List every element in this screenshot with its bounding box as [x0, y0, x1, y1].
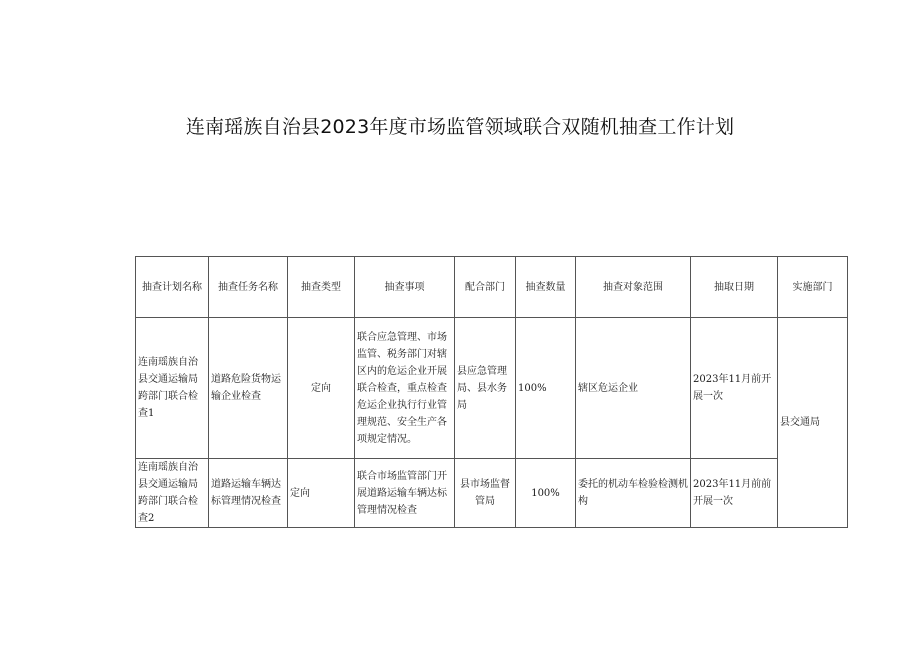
cell-partners: 县应急管理局、县水务局 [455, 318, 516, 459]
header-date: 抽取日期 [691, 257, 778, 318]
cell-quantity: 100% [516, 318, 576, 459]
header-partners: 配合部门 [455, 257, 516, 318]
cell-plan-name: 连南瑶族自治县交通运输局跨部门联合检查1 [136, 318, 209, 459]
cell-date: 2023年11月前开展一次 [691, 318, 778, 459]
table-row [136, 459, 848, 528]
document-title: 连南瑶族自治县2023年度市场监管领域联合双随机抽查工作计划 [185, 116, 735, 138]
inspection-plan-table [135, 256, 848, 528]
cell-partners: 县市场监督管局 [455, 459, 516, 528]
header-items: 抽查事项 [355, 257, 455, 318]
header-task-name: 抽查任务名称 [209, 257, 288, 318]
header-type: 抽查类型 [288, 257, 355, 318]
header-plan-name: 抽查计划名称 [136, 257, 209, 318]
cell-task-name: 道路危险货物运输企业检查 [209, 318, 288, 459]
cell-type: 定向 [288, 318, 355, 459]
cell-type: 定向 [288, 459, 355, 528]
cell-implementer: 县交通局 [778, 318, 848, 528]
header-quantity: 抽查数量 [516, 257, 576, 318]
cell-task-name: 道路运输车辆达标管理情况检查 [209, 459, 288, 528]
cell-scope: 辖区危运企业 [576, 318, 691, 459]
cell-scope: 委托的机动车检验检测机构 [576, 459, 691, 528]
cell-plan-name: 连南瑶族自治县交通运输局跨部门联合检查2 [136, 459, 209, 528]
header-scope: 抽查对象范围 [576, 257, 691, 318]
table-header-row [136, 257, 848, 318]
table-row [136, 318, 848, 459]
cell-items: 联合应急管理、市场监管、税务部门对辖区内的危运企业开展联合检查，重点检查危运企业执行行业管理规范、安全生产各项规定情况。 [355, 318, 455, 459]
header-implementer: 实施部门 [778, 257, 848, 318]
cell-date: 2023年11月前前开展一次 [691, 459, 778, 528]
cell-quantity: 100% [516, 459, 576, 528]
cell-items: 联合市场监管部门开展道路运输车辆达标管理情况检查 [355, 459, 455, 528]
